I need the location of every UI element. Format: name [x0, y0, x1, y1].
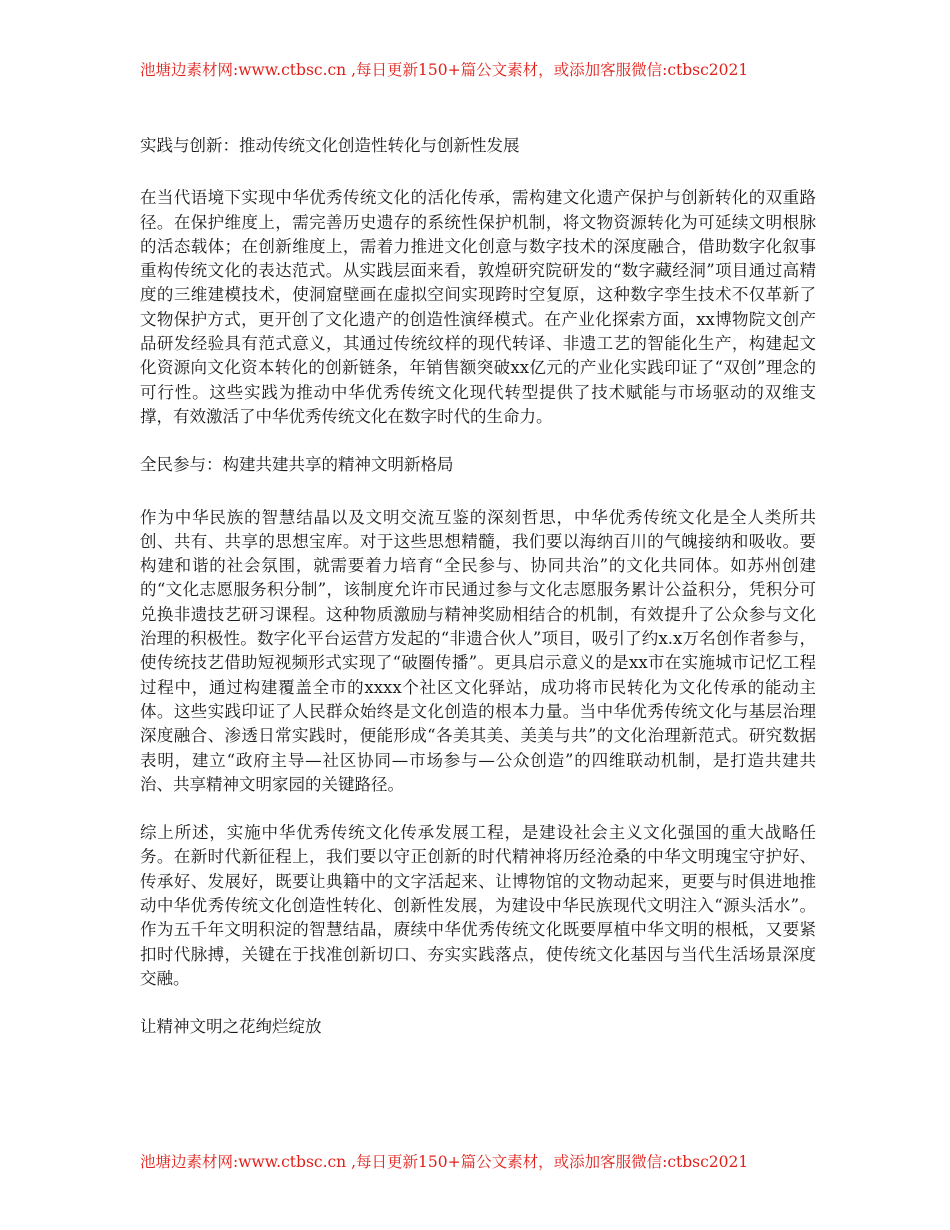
section-heading-participation: 全民参与：构建共建共享的精神文明新格局: [140, 455, 454, 475]
footer-banner: 池塘边素材网:www.ctbsc.cn ,每日更新150+篇公文素材，或添加客服微信:ctbsc2021: [140, 1153, 749, 1171]
closing-title: 让精神文明之花绚烂绽放: [140, 1017, 322, 1037]
section-heading-practice: 实践与创新：推动传统文化创造性转化与创新性发展: [140, 136, 520, 155]
conclusion-paragraph: 综上所述，实施中华优秀传统文化传承发展工程，是建设社会主义文化强国的重大战略任务。在新时代新征程上，我们要以守正创新的时代精神将历经沧桑的中华文明瑰宝守护好、传承好、发展好，既要让典籍中的文字活起来、让博物馆的文物动起来，更要与时俱进地推动中华优秀传统文化创造性转化、创新性发展，为建设中华民族现代文明注入“源头活水”。作为五千年文明积淀的智慧结晶，赓续中华优秀传统文化既要厚植中华文明的根柢，又要紧扣时代脉搏，关键在于找准创新切口、夯实实践落点，使传统文化基因与当代生活场景深度交融。: [140, 823, 816, 988]
section-paragraph-practice: 在当代语境下实现中华优秀传统文化的活化传承，需构建文化遗产保护与创新转化的双重路径。在保护维度上，需完善历史遗存的系统性保护机制，将文物资源转化为可延续文明根脉的活态载体；在创新维度上，需着力推进文化创意与数字技术的深度融合，借助数字化叙事重构传统文化的表达范式。从实践层面来看，敦煌研究院研发的“数字藏经洞”项目通过高精度的三维建模技术，使洞窟壁画在虚拟空间实现跨时空复原，这种数字孪生技术不仅革新了文物保护方式，更开创了文化遗产的创造性演绎模式。在产业化探索方面，xx博物院文创产品研发经验具有范式意义，其通过传统纹样的现代转译、非遗工艺的智能化生产，构建起文化资源向文化资本转化的创新链条，年销售额突破xx亿元的产业化实践印证了“双创”理念的可行性。这些实践为推动中华优秀传统文化现代转型提供了技术赋能与市场驱动的双维支撑，有效激活了中华优秀传统文化在数字时代的生命力。: [140, 188, 816, 426]
header-banner: 池塘边素材网:www.ctbsc.cn ,每日更新150+篇公文素材，或添加客服微信:ctbsc2021: [140, 61, 749, 79]
section-paragraph-participation: 作为中华民族的智慧结晶以及文明交流互鉴的深刻哲思，中华优秀传统文化是全人类所共创、共有、共享的思想宝库。对于这些思想精髓，我们要以海纳百川的气魄接纳和吸收。要构建和谐的社会氛围，就需要着力培育“全民参与、协同共治”的文化共同体。如苏州创建的“文化志愿服务积分制”，该制度允许市民通过参与文化志愿服务累计公益积分，凭积分可兑换非遗技艺研习课程。这种物质激励与精神奖励相结合的机制，有效提升了公众参与文化治理的积极性。数字化平台运营方发起的“非遗合伙人”项目，吸引了约x.x万名创作者参与，使传统技艺借助短视频形式实现了“破圈传播”。更具启示意义的是xx市在实施城市记忆工程过程中，通过构建覆盖全市的xxxx个社区文化驿站，成功将市民转化为文化传承的能动主体。这些实践印证了人民群众始终是文化创造的根本力量。当中华优秀传统文化与基层治理深度融合、渗透日常实践时，便能形成“各美其美、美美与共”的文化治理新范式。研究数据表明，建立“政府主导—社区协同—市场参与—公众创造”的四维联动机制，是打造共建共治、共享精神文明家园的关键路径。: [140, 507, 816, 794]
document-body: [140, 134, 816, 1068]
